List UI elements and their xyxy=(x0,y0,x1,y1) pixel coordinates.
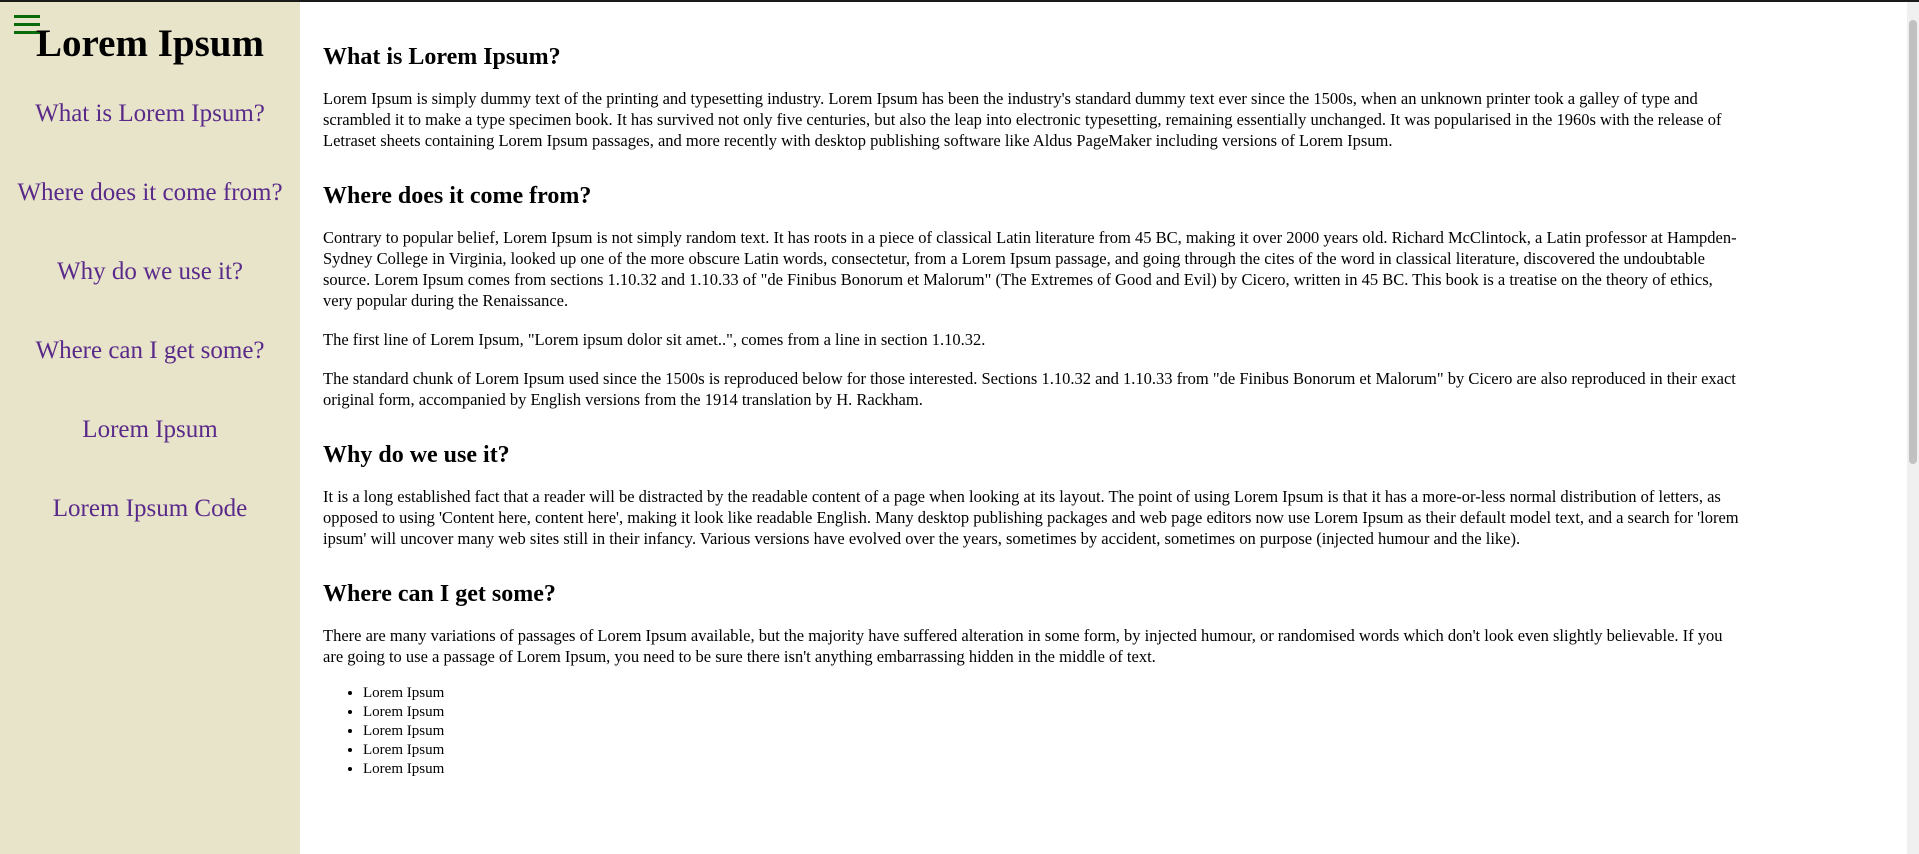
nav-link-where-can-i-get-some[interactable]: Where can I get some? xyxy=(35,337,265,364)
sidebar xyxy=(0,2,300,854)
list-item: • Lorem Ipsum xyxy=(363,722,1743,741)
nav-link-why-do-we-use-it[interactable]: Why do we use it? xyxy=(56,258,244,285)
sidebar-nav-item xyxy=(0,173,300,252)
sidebar-nav-item xyxy=(0,331,300,410)
list-item: • Lorem Ipsum xyxy=(363,684,1743,703)
section-paragraph: Lorem Ipsum is simply dummy text of the printing and typesetting industry. Lorem Ipsum has been the industry's standard dummy text ever since the 1500s, when an unknown printer took a galley of type and scrambled it to make a type specimen book. It has survived not only five centuries, but also the leap into electronic typesetting, remaining essentially unchanged. It was popularised in the 1960s with the release of Letraset sheets containing Lorem Ipsum passages, and more recently with desktop publishing software like Aldus PageMaker including versions of Lorem Ipsum. xyxy=(323,89,1722,150)
vertical-scrollbar[interactable] xyxy=(1907,2,1919,854)
sidebar-nav xyxy=(0,94,300,568)
section-heading-what-is-lorem-ipsum: What is Lorem Ipsum? xyxy=(323,44,561,70)
list-item: • Lorem Ipsum xyxy=(363,703,1743,722)
section-paragraph: Contrary to popular belief, Lorem Ipsum is not simply random text. It has roots in a piece of classical Latin literature from 45 BC, making it over 2000 years old. Richard McClintock, a Latin professor at Hampden-Sydney College in Virginia, looked up one of the more obscure Latin words, consectetur, from a Lorem Ipsum passage, and going through the cites of the word in classical literature, discovered the undoubtable source. Lorem Ipsum comes from sections 1.10.32 and 1.10.33 of "de Finibus Bonorum et Malorum" (The Extremes of Good and Evil) by Cicero, written in 45 BC. This book is a treatise on the theory of ethics, very popular during the Renaissance. xyxy=(323,228,1737,310)
sidebar-nav-item xyxy=(0,252,300,331)
lorem-ipsum-list xyxy=(323,684,1743,779)
main-content xyxy=(323,30,1743,779)
menu-icon-bar xyxy=(14,15,40,18)
list-item: • Lorem Ipsum xyxy=(363,741,1743,760)
sidebar-nav-item xyxy=(0,489,300,568)
section-paragraph: The standard chunk of Lorem Ipsum used since the 1500s is reproduced below for those interested. Sections 1.10.32 and 1.10.33 from "de Finibus Bonorum et Malorum" by Cicero are also reproduced in their exact original form, accompanied by English versions from the 1914 translation by H. Rackham. xyxy=(323,369,1736,409)
section-paragraph: The first line of Lorem Ipsum, "Lorem ipsum dolor sit amet..", comes from a line in section 1.10.32. xyxy=(323,330,986,349)
section-heading-why-do-we-use-it: Why do we use it? xyxy=(323,442,510,468)
site-title: Lorem Ipsum xyxy=(36,22,264,65)
section-heading-where-does-it-come-from: Where does it come from? xyxy=(323,183,592,209)
scrollbar-thumb[interactable] xyxy=(1909,20,1917,464)
section-paragraph: There are many variations of passages of Lorem Ipsum available, but the majority have suffered alteration in some form, by injected humour, or randomised words which don't look even slightly believable. If you are going to use a passage of Lorem Ipsum, you need to be sure there isn't anything embarrassing hidden in the middle of text. xyxy=(323,626,1723,666)
section-paragraph: It is a long established fact that a reader will be distracted by the readable content of a page when looking at its layout. The point of using Lorem Ipsum is that it has a more-or-less normal distribution of letters, as opposed to using 'Content here, content here', making it look like readable English. Many desktop publishing packages and web page editors now use Lorem Ipsum as their default model text, and a search for 'lorem ipsum' will uncover many web sites still in their infancy. Various versions have evolved over the years, sometimes by accident, sometimes on purpose (injected humour and the like). xyxy=(323,487,1739,548)
nav-link-what-is-lorem-ipsum[interactable]: What is Lorem Ipsum? xyxy=(35,100,265,127)
sidebar-nav-item xyxy=(0,410,300,489)
nav-link-lorem-ipsum[interactable]: Lorem Ipsum xyxy=(82,416,218,443)
nav-link-lorem-ipsum-code[interactable]: Lorem Ipsum Code xyxy=(52,495,248,522)
sidebar-nav-item xyxy=(0,94,300,173)
section-heading-where-can-i-get-some: Where can I get some? xyxy=(323,581,556,607)
nav-link-where-does-it-come-from[interactable]: Where does it come from? xyxy=(17,179,283,206)
list-item: • Lorem Ipsum xyxy=(363,760,1743,779)
